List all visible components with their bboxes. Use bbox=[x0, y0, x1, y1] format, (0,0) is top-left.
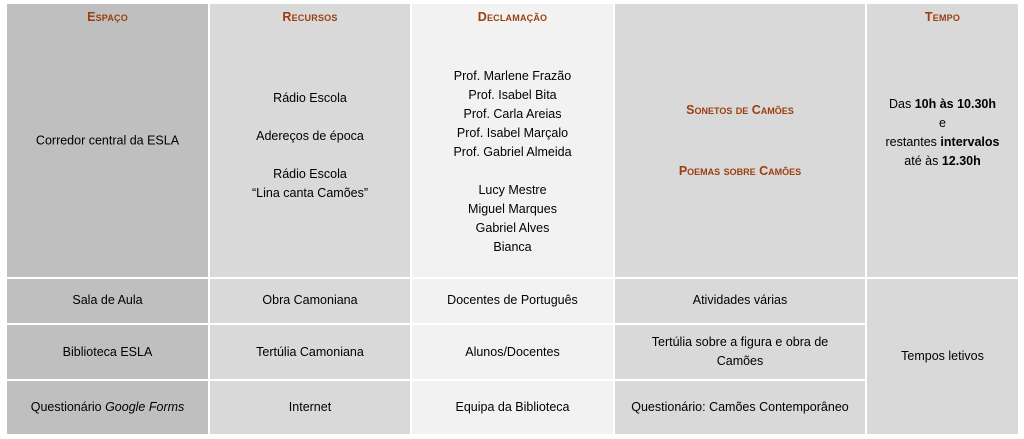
tempo-cell bbox=[866, 3, 1019, 278]
recursos-obra: Obra Camoniana bbox=[209, 278, 411, 324]
table-row bbox=[6, 278, 1019, 324]
atividade-poemas: Poemas sobre Camões bbox=[678, 164, 802, 178]
header-recursos: Recursos bbox=[282, 10, 338, 24]
tempo-connector: e bbox=[939, 116, 946, 131]
espaco-main: Corredor central da ESLA bbox=[35, 133, 180, 148]
declamacao-equipa: Equipa da Biblioteca bbox=[411, 380, 614, 435]
espaco-sala: Sala de Aula bbox=[6, 278, 209, 324]
recursos-tertulia: Tertúlia Camoniana bbox=[209, 324, 411, 381]
tempo-prefix: Das bbox=[888, 97, 912, 112]
atividades-cell bbox=[614, 3, 866, 278]
espaco-cell bbox=[6, 3, 209, 278]
professor-name: Prof. Isabel Bita bbox=[468, 88, 557, 103]
tempo-ate: até às bbox=[904, 154, 939, 169]
recursos-internet: Internet bbox=[209, 380, 411, 435]
header-tempo: Tempo bbox=[924, 10, 961, 24]
professor-name: Prof. Gabriel Almeida bbox=[453, 145, 572, 160]
tempo-start: 10h às 10.30h bbox=[914, 97, 997, 112]
recurso-item: Rádio Escola bbox=[273, 167, 347, 182]
aluno-name: Lucy Mestre bbox=[478, 183, 547, 198]
tempo-intervalos: intervalos bbox=[940, 135, 1000, 150]
google-forms-label: Google Forms bbox=[105, 400, 185, 415]
header-declamacao: Declamação bbox=[477, 10, 548, 24]
declamacao-alunos-docentes: Alunos/Docentes bbox=[411, 324, 614, 381]
aluno-name: Gabriel Alves bbox=[475, 221, 550, 236]
atividade-varias: Atividades várias bbox=[614, 278, 866, 324]
tempo-restantes: restantes bbox=[885, 135, 937, 150]
espaco-questionario bbox=[6, 380, 209, 435]
tempo-line-1 bbox=[871, 95, 1014, 114]
tempo-line-3 bbox=[871, 133, 1014, 152]
professor-name: Prof. Carla Areias bbox=[463, 107, 562, 122]
atividade-sonetos: Sonetos de Camões bbox=[686, 103, 794, 117]
tempo-end: 12.30h bbox=[941, 154, 981, 169]
atividade-questionario: Questionário: Camões Contemporâneo bbox=[614, 380, 866, 435]
espaco-biblioteca: Biblioteca ESLA bbox=[6, 324, 209, 381]
aluno-name: Miguel Marques bbox=[468, 202, 557, 217]
declamacao-cell bbox=[411, 3, 614, 278]
tempo-line-4 bbox=[871, 152, 1014, 171]
recurso-item: Adereços de época bbox=[256, 129, 364, 144]
atividade-tertulia: Tertúlia sobre a figura e obra de Camões bbox=[614, 324, 866, 381]
declamacao-docentes: Docentes de Português bbox=[411, 278, 614, 324]
professor-name: Prof. Marlene Frazão bbox=[453, 69, 572, 84]
schedule-table-wrapper bbox=[5, 2, 1018, 436]
recurso-item: Rádio Escola bbox=[273, 91, 347, 106]
professor-name: Prof. Isabel Marçalo bbox=[456, 126, 569, 141]
schedule-table bbox=[5, 2, 1020, 436]
aluno-name: Bianca bbox=[493, 240, 532, 255]
questionario-label: Questionário bbox=[30, 400, 102, 415]
recursos-cell bbox=[209, 3, 411, 278]
main-row bbox=[6, 3, 1019, 278]
header-espaco: Espaço bbox=[87, 10, 128, 24]
tempos-letivos-cell: Tempos letivos bbox=[866, 278, 1019, 435]
recurso-item: “Lina canta Camões” bbox=[251, 186, 369, 201]
